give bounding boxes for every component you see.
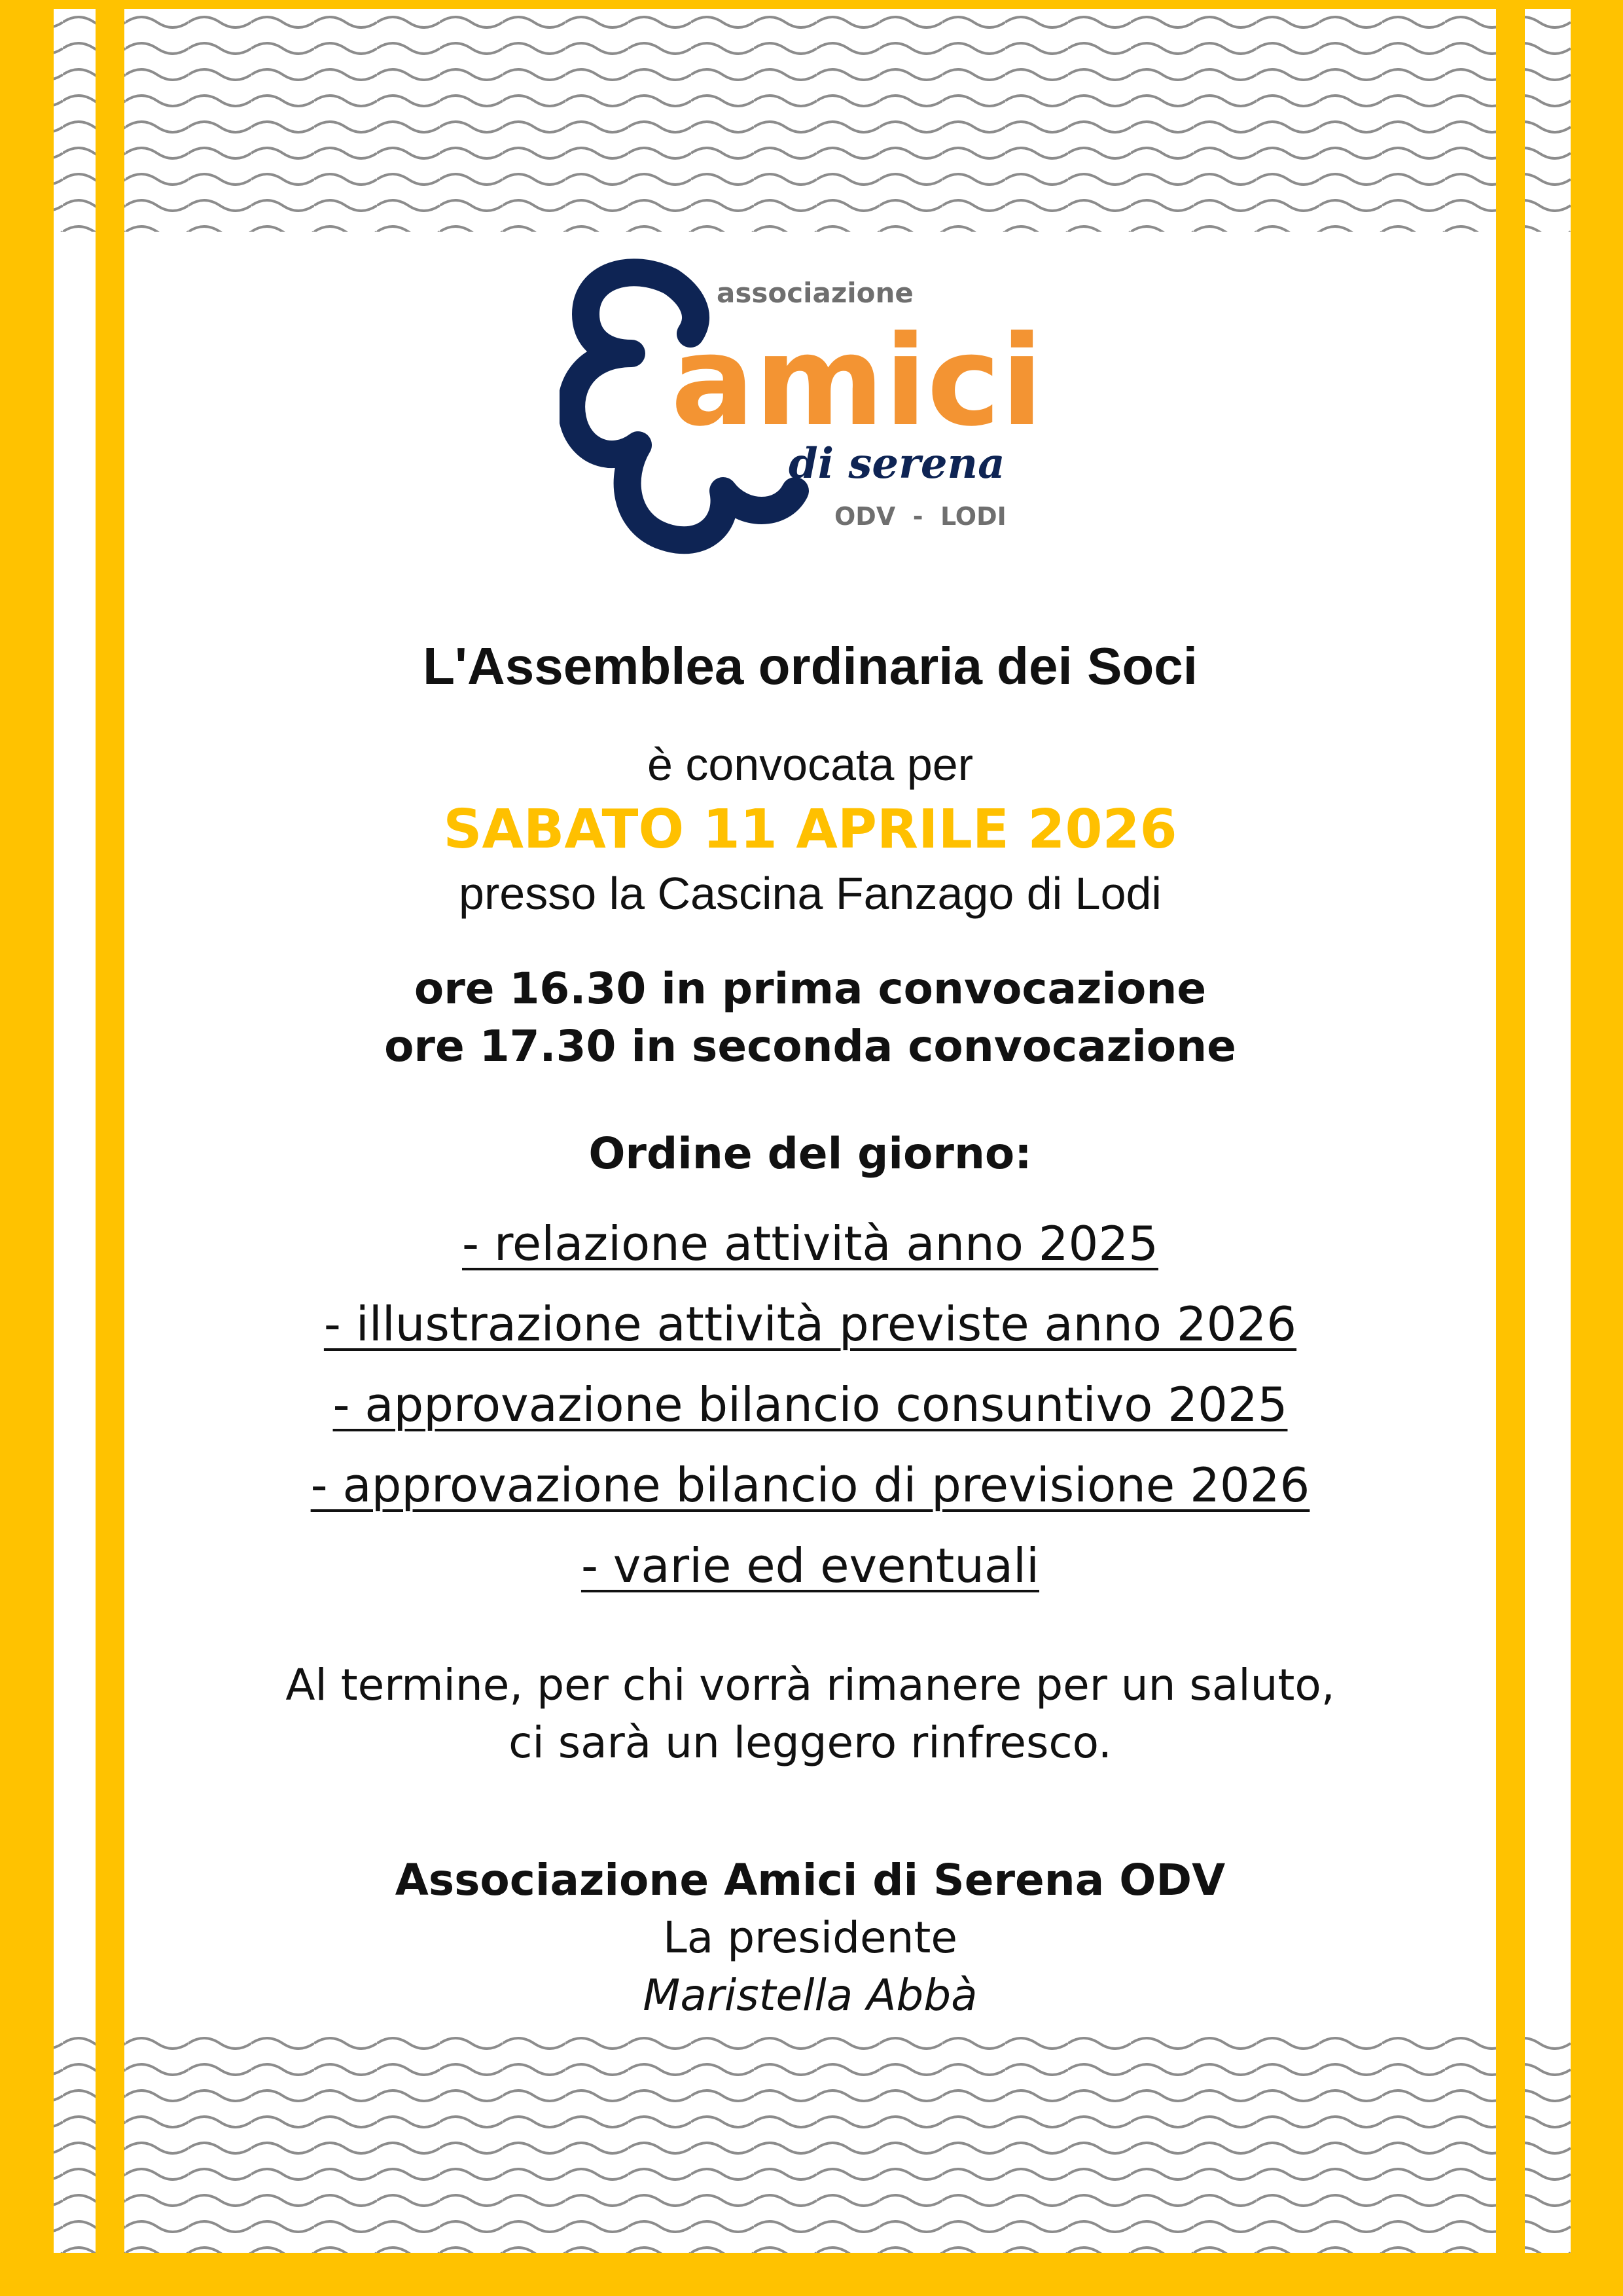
logo-tagline: ODV - LODI (834, 502, 1007, 531)
agenda-item: - relazione attività anno 2025 (462, 1216, 1158, 1271)
top-wave-pattern (0, 9, 1623, 245)
second-call-time: ore 17.30 in seconda convocazione (384, 1021, 1236, 1071)
signature-organization: Associazione Amici di Serena ODV (395, 1855, 1226, 1905)
first-call-time: ore 16.30 in prima convocazione (414, 963, 1207, 1014)
right-white-strip (1525, 9, 1571, 2253)
closing-line-1: Al termine, per chi vorrà rimanere per un saluto, (285, 1660, 1335, 1710)
agenda-heading: Ordine del giorno: (588, 1128, 1032, 1179)
signature-role: La presidente (663, 1912, 957, 1963)
bottom-wave-pattern (0, 2030, 1623, 2253)
assembly-date: SABATO 11 APRILE 2026 (443, 798, 1177, 861)
signature-name: Maristella Abbà (643, 1970, 978, 2020)
assembly-title: L'Assemblea ordinaria dei Soci (423, 637, 1198, 695)
agenda-item: - approvazione bilancio consuntivo 2025 (332, 1377, 1288, 1432)
logo-subtitle: di serena (789, 439, 1005, 488)
convened-text: è convocata per (647, 739, 974, 790)
closing-line-2: ci sarà un leggero rinfresco. (508, 1717, 1112, 1768)
assembly-place: presso la Cascina Fanzago di Lodi (459, 868, 1162, 919)
association-logo (560, 255, 1044, 563)
agenda-item: - illustrazione attività previste anno 2026 (323, 1297, 1297, 1352)
agenda-item: - approvazione bilancio di previsione 2026 (310, 1458, 1310, 1513)
logo-name: amici (671, 309, 1044, 454)
logo-prefix: associazione (717, 277, 914, 309)
left-white-strip (54, 9, 96, 2253)
agenda-item: - varie ed eventuali (580, 1538, 1040, 1593)
